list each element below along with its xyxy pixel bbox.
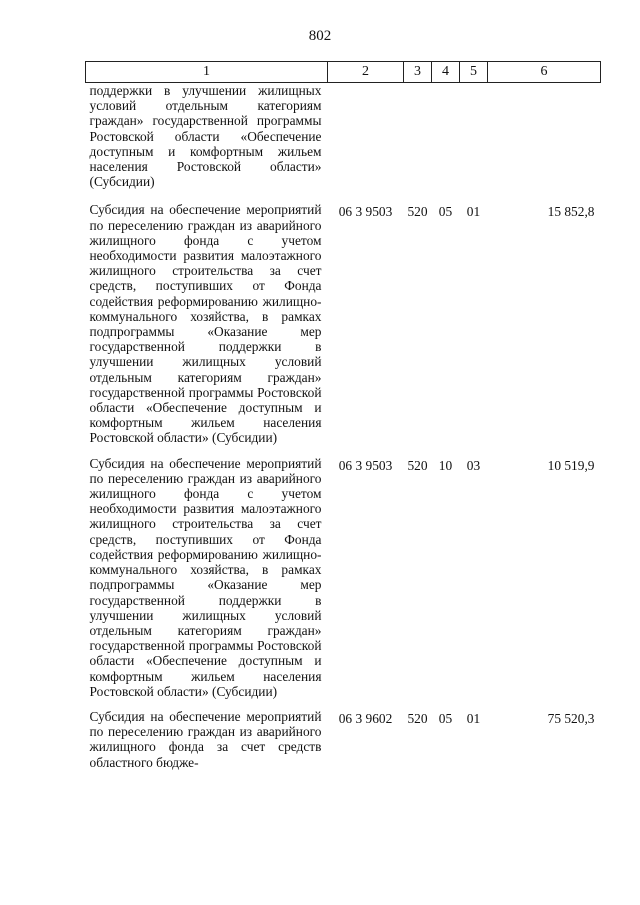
column-header-1: 1: [86, 62, 328, 83]
row-subsection: 01: [466, 204, 481, 220]
row-amount: 75 520,3: [547, 710, 595, 726]
table-row: [86, 83, 601, 203]
row-subsection: 03: [466, 457, 481, 473]
row-expense-type: 520: [407, 204, 428, 220]
row-name: Субсидия на обеспечение мероприятий по переселению граждан из аварийного жилищного фонда с учетом необходимости развития малоэтажного жилищного строительства за счет средств, поступивших от Фонда содействия реформированию жилищно-коммунального хозяйства, в рамках подпрограммы «Оказание мер государственной поддержки в улучшении жилищных условий отдельным категориям граждан» государственной программы Ростовской области «Обеспечение доступным и комфортным жильем населения Ростовской области» (Субсидии): [89, 455, 322, 699]
row-expense-type: 520: [407, 457, 428, 473]
row-section: 05: [438, 710, 453, 726]
row-section: 10: [438, 457, 453, 473]
row-section: 05: [438, 204, 453, 220]
row-amount: 15 852,8: [547, 204, 595, 220]
row-subsection: [460, 83, 488, 203]
table-row: [86, 202, 601, 455]
row-target-code: 06 3 9503: [338, 204, 393, 220]
table-row: [86, 709, 601, 780]
page-number: 802: [308, 28, 332, 44]
row-name: поддержки в улучшении жилищных условий отдельным категориям граждан» государственной программы Ростовской области «Обеспечение доступным и комфортным жильем населения Ростовской области» (Субсидии): [89, 83, 322, 190]
column-header-6: 6: [488, 62, 601, 83]
column-header-4: 4: [432, 62, 460, 83]
row-name: Субсидия на обеспечение мероприятий по переселению граждан из аварийного жилищного фонда за счет средств областного бюдже-: [89, 708, 322, 770]
row-target-code: 06 3 9602: [338, 710, 393, 726]
table-header-row: [86, 62, 601, 83]
row-expense-type: [404, 83, 432, 203]
table-row: [86, 456, 601, 709]
row-target-code: [328, 83, 404, 203]
row-subsection: 01: [466, 710, 481, 726]
budget-table: [85, 61, 601, 780]
column-header-5: 5: [460, 62, 488, 83]
row-name: Субсидия на обеспечение мероприятий по переселению граждан из аварийного жилищного фонда с учетом необходимости развития малоэтажного жилищного строительства за счет средств, поступивших от Фонда содействия реформированию жилищно-коммунального хозяйства, в рамках подпрограммы «Оказание мер государственной поддержки в улучшении жилищных условий отдельным категориям граждан» государственной программы Ростовской области «Обеспечение доступным и комфортным жильем населения Ростовской области» (Субсидии): [89, 202, 322, 446]
row-target-code: 06 3 9503: [338, 457, 393, 473]
row-section: [432, 83, 460, 203]
row-expense-type: 520: [407, 710, 428, 726]
row-amount: 10 519,9: [547, 457, 595, 473]
row-amount: [488, 83, 601, 203]
column-header-2: 2: [328, 62, 404, 83]
column-header-3: 3: [404, 62, 432, 83]
